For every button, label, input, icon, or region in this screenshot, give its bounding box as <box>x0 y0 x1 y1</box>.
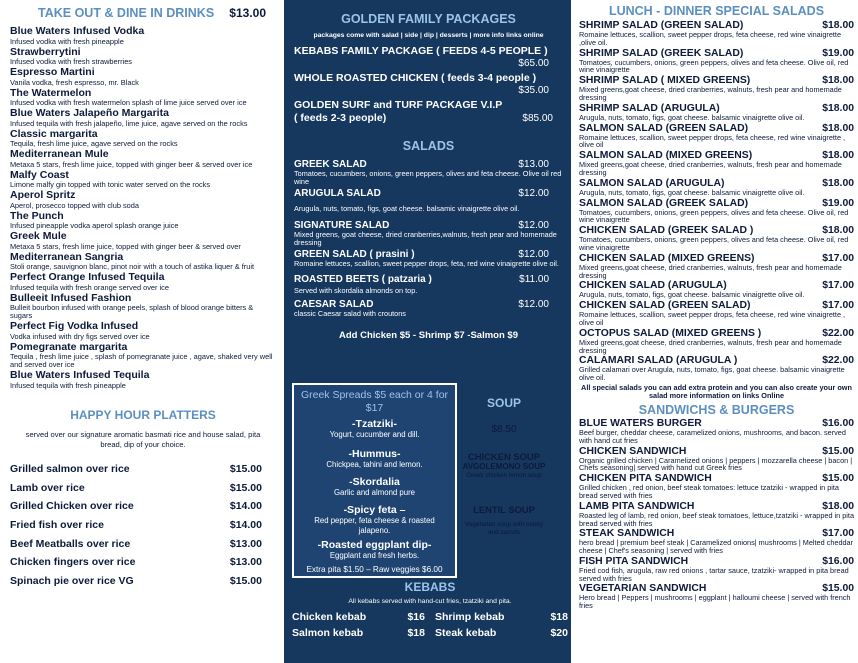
lunch-item-desc: Tomatoes, cucumbers, onions, green peppers, olives and feta cheese. Olive oil, red wine vinaigrette <box>579 235 849 252</box>
soup-name: CHICKEN SOUP <box>468 451 540 462</box>
spread-name: -Skordalia <box>349 476 400 488</box>
kebabs-subtitle: All kebabs served with hand-cut fries, tzatziki and pita. <box>348 598 512 605</box>
lunch-item-price: $22.00 <box>822 355 854 367</box>
packages-note: packages come with salad | side | dip | desserts | more info links online <box>313 32 544 39</box>
lunch-item-name: SHRIMP SALAD (GREEK SALAD) <box>579 47 744 59</box>
salads-list <box>294 159 563 318</box>
sandwich-price: $15.00 <box>822 445 854 457</box>
platter-name: Grilled salmon over rice <box>10 462 130 475</box>
salad-name: SIGNATURE SALAD <box>294 220 390 231</box>
lunch-item <box>579 123 854 150</box>
lunch-item <box>579 225 854 252</box>
kebab-price: $16 <box>407 611 425 623</box>
drink-desc: Metaxa 5 stars, fresh lime juice, topped with ginger beer & served over ice <box>10 159 253 169</box>
lunch-item-desc: Grilled calamari over Arugula, nuts, tomato, figs, goat cheese. balsamic vinaigrette olive oil. <box>579 365 845 383</box>
platter-price: $13.00 <box>229 556 262 569</box>
drink-desc: Infused tequila with fresh orange served over ice <box>10 282 169 292</box>
drink-name: Mediterranean Mule <box>10 148 109 160</box>
lunch-item-price: $17.00 <box>822 280 854 292</box>
lunch-item-price: $19.00 <box>822 197 854 209</box>
lunch-item-name: CHICKEN SALAD (ARUGULA) <box>579 280 727 292</box>
drink-item <box>10 190 276 210</box>
salad-price: $12.00 <box>518 249 549 260</box>
sandwich-name: LAMB PITA SANDWICH <box>579 500 695 512</box>
sandwich-desc: Roasted leg of lamb, red onion, beef steak tomatoes, lettuce,tzatziki - wrapped in pita bread served with fries <box>579 510 855 528</box>
platter-row <box>10 572 276 591</box>
salad-price: $12.00 <box>518 220 549 231</box>
platter-row <box>10 497 276 516</box>
drink-desc: Stoli orange, sauvignon blanc, pinot noir with a touch of astika liquer & fruit <box>10 262 255 271</box>
soup-section <box>462 396 546 537</box>
package-price: $35.00 <box>518 85 549 96</box>
lunch-item-desc: Mixed greens,goat cheese, dried cranberries, walnuts, fresh pear and homemade dressing <box>579 85 842 102</box>
lunch-item-desc: Mixed greens,goat cheese, dried cranberries, walnuts, fresh pear and homemade dressing <box>579 160 842 177</box>
drink-item <box>10 67 276 87</box>
drink-name: Greek Mule <box>10 230 67 242</box>
lunch-item-desc: Mixed greens,goat cheese, dried cranberries, walnuts, fresh pear and homemade dressing <box>579 337 842 355</box>
spread-desc: Chickpea, tahini and lemon. <box>326 460 423 469</box>
drink-name: Bulleeit Infused Fashion <box>10 291 132 304</box>
sandwich-desc: Fried cod fish, arugula, raw red onions , tartar sauce, tzatziki- wrapped in pita bread served with fries <box>579 565 849 583</box>
drink-desc: Infused vodka with fresh pineapple <box>10 36 124 46</box>
sandwich-name: VEGETARIAN SANDWICH <box>579 583 707 595</box>
salad-desc: classic Caesar salad with croutons <box>294 309 406 318</box>
lunch-item-name: CHICKEN SALAD (GREEN SALAD) <box>579 300 751 312</box>
sandwich-item <box>579 501 854 528</box>
salad-name: CAESAR SALAD <box>294 299 374 310</box>
lunch-item-price: $18.00 <box>822 177 854 189</box>
salad-item <box>294 159 563 186</box>
salad-desc: Tomatoes, cucumbers, onions, green peppers, olives and feta cheese. Olive oil red wine <box>294 169 562 186</box>
drinks-list <box>10 26 276 390</box>
lunch-item-name: SALMON SALAD (GREEK SALAD) <box>579 197 749 209</box>
soup-desc: Greek chicken lemon soup <box>466 472 542 479</box>
sandwich-price: $15.00 <box>822 583 854 595</box>
salad-name: GREEK SALAD <box>294 159 367 170</box>
drink-name: Blue Waters Jalapeño Margarita <box>10 107 169 119</box>
drinks-header <box>10 6 276 20</box>
kebab-name: Chicken kebab <box>292 611 367 623</box>
drink-name: Blue Waters Infused Tequila <box>10 369 150 381</box>
soup-desc: Vegetarian soup with celery and carrots <box>464 521 544 536</box>
sandwich-name: FISH PITA SANDWICH <box>579 555 689 567</box>
drink-item <box>10 129 276 149</box>
sandwich-name: STEAK SANDWICH <box>579 528 675 540</box>
drink-name: Espresso Martini <box>10 66 95 78</box>
lunch-item-price: $18.00 <box>822 150 854 162</box>
drink-name: Classic margarita <box>10 127 98 140</box>
platter-row <box>10 478 276 497</box>
package-name: WHOLE ROASTED CHICKEN ( feeds 3-4 people ) <box>294 72 537 84</box>
drink-desc: Bulleit bourbon infused with orange peels, splash of blood orange bitters & sugars <box>10 303 254 320</box>
sandwich-name: BLUE WATERS BURGER <box>579 417 702 429</box>
drink-desc: Infused pineapple vodka aperol splash orange juice <box>10 221 179 230</box>
package-feeds: ( feeds 2-3 people) <box>294 112 387 124</box>
lunch-item <box>579 178 854 197</box>
sandwich-item <box>579 446 854 473</box>
spread-name: -Hummus- <box>348 448 401 460</box>
lunch-list <box>579 20 854 382</box>
drink-item <box>10 252 276 272</box>
kebabs-title: KEBABS <box>404 580 456 594</box>
platter-price: $14.00 <box>229 500 262 513</box>
spread-name: -Spicy feta – <box>343 504 406 516</box>
lunch-item-name: SHRIMP SALAD ( MIXED GREENS) <box>579 75 751 87</box>
lunch-item-desc: Tomatoes, cucumbers, onions, green peppers, olives and feta cheese. Olive oil, red wine vinaigrette <box>579 57 849 75</box>
platter-row <box>10 516 276 535</box>
package-price: $85.00 <box>522 113 553 124</box>
lunch-item-name: CALAMARI SALAD (ARUGULA ) <box>579 355 738 367</box>
sandwich-item <box>579 528 854 555</box>
lunch-item-name: OCTOPUS SALAD (MIXED GREENS ) <box>579 327 762 339</box>
spread-desc: Yogurt, cucumber and dill. <box>329 430 420 439</box>
drink-item <box>10 272 276 292</box>
soup-name: LENTIL SOUP <box>473 504 535 515</box>
sandwich-price: $16.00 <box>822 555 854 567</box>
lunch-item <box>579 20 854 47</box>
salads-title: SALADS <box>402 139 455 153</box>
salad-item <box>294 220 563 247</box>
salad-desc: Romaine lettuces, scallion, sweet pepper drops, feta, red wine vinaigrette olive oil. <box>294 259 559 268</box>
lunch-item-desc: Romaine lettuces, scallion, sweet pepper drops, feta cheese, red wine vinaigrette , olive oil <box>579 310 846 327</box>
drink-desc: Infused tequila with fresh pineapple <box>10 380 126 390</box>
sandwich-name: CHICKEN PITA SANDWICH <box>579 473 712 485</box>
lunch-column <box>571 0 858 663</box>
lunch-item <box>579 103 854 122</box>
platter-name: Chicken fingers over rice <box>10 556 136 569</box>
lunch-title: LUNCH - DINNER SPECIAL SALADS <box>608 4 825 18</box>
happy-hour-list <box>10 460 276 591</box>
lunch-item <box>579 300 854 327</box>
salad-desc: Arugula, nuts, tomato, figs, goat cheese. balsamic vinaigrette olive oil. <box>294 204 520 213</box>
lunch-item-name: SHRIMP SALAD (GREEN SALAD) <box>579 20 744 31</box>
salad-price: $12.00 <box>518 299 549 310</box>
sandwich-desc: Grilled chicken , red onion, beef steak tomatoes: lettuce tzatziki - wrapped in pita bread served with fries <box>579 483 839 500</box>
drink-item <box>10 293 276 321</box>
kebab-item <box>292 611 425 623</box>
lunch-item-price: $17.00 <box>822 300 854 312</box>
drink-item <box>10 342 276 370</box>
drinks-column <box>0 0 284 663</box>
drink-name: Pomegranate margarita <box>10 340 128 353</box>
lunch-item-price: $22.00 <box>822 327 854 339</box>
spread-name: -Roasted eggplant dip- <box>317 539 432 551</box>
sandwich-item <box>579 556 854 583</box>
platter-row <box>10 553 276 572</box>
drink-name: Aperol Spritz <box>10 189 76 201</box>
lunch-item-desc: Mixed greens,goat cheese, dried cranberries, walnuts, fresh pear and homemade dressing <box>579 262 842 280</box>
package-price: $65.00 <box>518 58 549 69</box>
salad-name: GREEN SALAD ( prasini ) <box>294 249 415 260</box>
drink-name: Blue Waters Infused Vodka <box>10 25 145 37</box>
platter-name: Lamb over rice <box>10 481 85 494</box>
sandwiches-title: SANDWICHS & BURGERS <box>638 402 795 417</box>
drink-item <box>10 211 276 231</box>
kebabs-section <box>292 580 568 639</box>
lunch-item-price: $17.00 <box>822 252 854 264</box>
drink-item <box>10 108 276 128</box>
sandwich-desc: Beef burger, cheddar cheese, caramelized onions, mushrooms, and bacon. served with hand cut fries <box>579 427 846 445</box>
lunch-item-name: SALMON SALAD (MIXED GREENS) <box>579 150 753 162</box>
spread-desc: Eggplant and fresh herbs. <box>329 551 420 560</box>
platter-name: Spinach pie over rice VG <box>10 574 134 587</box>
drink-name: Strawberrytini <box>10 45 81 58</box>
lunch-item-desc: Romaine lettuces, scallion, sweet pepper drops, feta cheese, red wine vinaigrette , olive oil <box>579 132 846 150</box>
sandwich-desc: Organic grilled chicken | Caramelized onions | peppers | mozzarella cheese | bacon | Chefs seasoning| served with hand cut Greek fries <box>579 455 853 473</box>
platter-row <box>10 534 276 553</box>
salad-desc: Served with skordalia almonds on top. <box>294 286 418 295</box>
drink-desc: Metaxa 5 stars, fresh lime juice, topped with ginger beer & served over <box>10 241 241 251</box>
lunch-item <box>579 280 854 299</box>
sandwich-price: $17.00 <box>822 528 854 540</box>
lunch-item-price: $18.00 <box>822 122 854 134</box>
kebab-name: Salmon kebab <box>292 627 364 639</box>
salad-desc: Mixed greens, goat cheese, dried cranberries,walnuts, fresh pear and homemade dressing <box>294 230 557 247</box>
platter-price: $15.00 <box>229 462 262 475</box>
spread-name: -Tzatziki- <box>352 418 397 430</box>
lunch-item-price: $18.00 <box>822 225 854 237</box>
platter-row <box>10 460 276 479</box>
drink-item <box>10 149 276 169</box>
drink-item <box>10 231 276 251</box>
kebab-name: Shrimp kebab <box>435 611 505 623</box>
drink-desc: Vanila vodka, fresh espresso, mr. Black <box>10 77 139 87</box>
lunch-item <box>579 198 854 225</box>
lunch-item <box>579 48 854 75</box>
lunch-item-name: SHRIMP SALAD (ARUGULA) <box>579 102 720 114</box>
sandwich-desc: Hero bread | Peppers | mushrooms | eggplant | halloumi cheese | served with french fries <box>579 593 851 611</box>
salad-item <box>294 249 563 268</box>
sandwich-item <box>579 473 854 500</box>
salad-name: ROASTED BEETS ( patzaria ) <box>294 274 432 285</box>
drink-name: The Watermelon <box>10 86 92 99</box>
soup-name-alt: AVGOLEMONO SOUP <box>462 462 546 471</box>
happy-hour-title: HAPPY HOUR PLATTERS <box>70 407 216 422</box>
lunch-item-desc: Romaine lettuces, scallion, sweet pepper drops, feta cheese, red wine vinaigrette ,olive oil. <box>579 30 842 47</box>
lunch-item-desc: Tomatoes, cucumbers, onions, green peppers, olives and feta cheese. Olive oil, red wine vinaigrette <box>579 207 849 225</box>
drink-item <box>10 170 276 190</box>
happy-hour-subtitle: served over our signature aromatic basmati rice and house salad, pita bread, dip of your choice. <box>25 429 261 449</box>
sandwiches-list <box>579 418 854 610</box>
lunch-item-desc: Arugula, nuts, tomato, figs, goat cheese. balsamic vinaigrette olive oil. <box>579 187 805 197</box>
lunch-item <box>579 253 854 280</box>
drink-item <box>10 47 276 67</box>
greek-spreads-box <box>292 383 457 578</box>
platter-name: Grilled Chicken over rice <box>10 500 134 513</box>
drink-desc: Tequila , fresh lime juice , splash of pomegranate juice , agave, shaked very well and served over ice <box>10 352 273 369</box>
packages-title: GOLDEN FAMILY PACKAGES <box>341 12 516 26</box>
drink-desc: Tequila, fresh lime juice, agave served on the rocks <box>10 139 178 148</box>
lunch-item-name: CHICKEN SALAD (GREEK SALAD ) <box>579 225 754 237</box>
drink-desc: Infused vodka with fresh watermelon splash of lime juice served over ice <box>10 98 247 107</box>
lunch-item <box>579 150 854 177</box>
lunch-item-name: SALMON SALAD (GREEN SALAD) <box>579 122 749 134</box>
drink-desc: Infused tequila with fresh jalapeño, lime juice, agave served on the rocks <box>10 118 248 128</box>
kebab-price: $18 <box>550 611 568 623</box>
package-item <box>294 72 563 96</box>
package-name: KEBABS FAMILY PACKAGE ( FEEDS 4-5 PEOPLE ) <box>294 45 548 57</box>
salad-item <box>294 274 563 295</box>
sandwich-price: $16.00 <box>822 417 854 429</box>
lunch-item <box>579 75 854 102</box>
platter-price: $13.00 <box>229 537 262 550</box>
sandwich-item <box>579 418 854 445</box>
kebab-price: $20 <box>550 627 568 639</box>
spread-desc: Garlic and almond pure <box>333 488 416 497</box>
drink-item <box>10 321 276 341</box>
lunch-item-price: $18.00 <box>822 102 854 114</box>
drink-desc: Limone malfy gin topped with tonic water served on the rocks <box>10 180 211 189</box>
lunch-item-desc: Arugula, nuts, tomato, figs, goat cheese. balsamic vinaigrette olive oil. <box>579 290 805 300</box>
salad-addons: Add Chicken $5 - Shrimp $7 -Salmon $9 <box>339 330 518 341</box>
kebab-item <box>435 611 568 623</box>
kebab-name: Steak kebab <box>435 627 497 639</box>
drink-name: The Punch <box>10 209 64 222</box>
salad-price: $12.00 <box>518 188 549 199</box>
package-item <box>294 45 563 69</box>
spread-desc: Red pepper, feta cheese & roasted jalapeno. <box>314 516 435 535</box>
lunch-item-name: SALMON SALAD (ARUGULA) <box>579 177 725 189</box>
drink-desc: Infused vodka with fresh strawberries <box>10 57 132 66</box>
kebab-item <box>292 627 425 639</box>
package-sub <box>294 112 563 125</box>
drink-name: Perfect Orange Infused Tequila <box>10 271 165 283</box>
drink-item <box>10 370 276 390</box>
salad-name: ARUGULA SALAD <box>294 188 381 199</box>
platter-price: $15.00 <box>229 481 262 494</box>
platter-name: Fried fish over rice <box>10 518 104 531</box>
lunch-item-price: $18.00 <box>822 20 854 31</box>
lunch-item-price: $18.00 <box>822 75 854 87</box>
drink-name: Mediterranean Sangria <box>10 250 124 263</box>
package-name: GOLDEN SURF and TURF PACKAGE V.I.P <box>294 99 503 111</box>
spreads-title: Greek Spreads $5 each or 4 for $17 <box>300 389 449 414</box>
lunch-item-desc: Arugula, nuts, tomato, figs, goat cheese. balsamic vinaigrette olive oil. <box>579 112 805 122</box>
soup-price: $8.50 <box>491 424 517 435</box>
platter-price: $15.00 <box>229 574 262 587</box>
drink-name: Perfect Fig Vodka Infused <box>10 320 139 332</box>
lunch-item <box>579 355 854 382</box>
salad-item <box>294 188 563 213</box>
platter-name: Beef Meatballs over rice <box>10 537 131 550</box>
platter-price: $14.00 <box>229 518 262 531</box>
spreads-footer: Extra pita $1.50 – Raw veggies $6.00 <box>306 565 443 574</box>
drink-name: Malfy Coast <box>10 168 69 181</box>
drink-item <box>10 26 276 46</box>
drinks-price: $13.00 <box>229 6 266 20</box>
kebab-item <box>435 627 568 639</box>
sandwich-desc: hero bread | premium beef steak | Caramelized onions| mushrooms | Melted cheddar cheese | Chef's seasoning | served with fries <box>579 538 854 556</box>
sandwich-price: $15.00 <box>822 473 854 485</box>
soup-title: SOUP <box>486 396 521 410</box>
salad-price: $11.00 <box>519 274 549 285</box>
drinks-title: TAKE OUT & DINE IN DRINKS <box>38 6 215 20</box>
drink-item <box>10 88 276 108</box>
lunch-item-price: $19.00 <box>822 47 854 59</box>
lunch-note: All special salads you can add extra protein and you can also create your own salad more information on links Online <box>581 382 852 401</box>
lunch-item <box>579 328 854 355</box>
salad-price: $13.00 <box>518 159 549 170</box>
sandwich-item <box>579 583 854 610</box>
sandwich-name: CHICKEN SANDWICH <box>579 445 687 457</box>
salad-item <box>294 299 563 318</box>
sandwich-price: $18.00 <box>822 500 854 512</box>
kebab-price: $18 <box>407 627 425 639</box>
kebabs-grid <box>292 611 568 639</box>
drink-desc: Aperol, prosecco topped with club soda <box>10 200 140 210</box>
drink-desc: Vodka infused with dry figs served over ice <box>10 331 150 341</box>
lunch-item-name: CHICKEN SALAD (MIXED GREENS) <box>579 252 755 264</box>
package-item <box>294 99 563 125</box>
